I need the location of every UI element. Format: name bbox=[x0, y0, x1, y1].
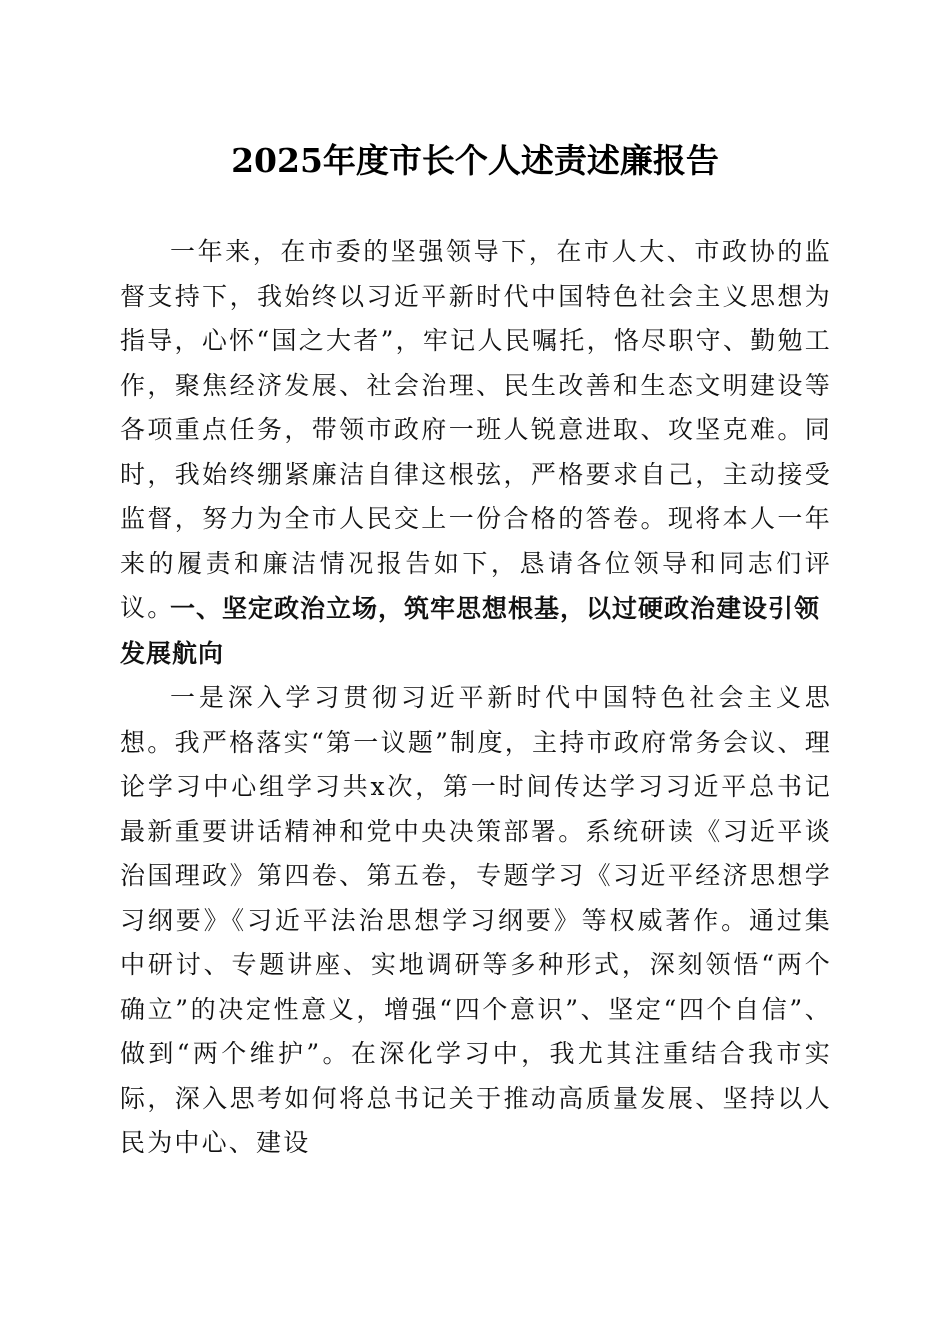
section-paragraph bbox=[120, 676, 832, 1166]
document-title: 2025年度市长个人述责述廉报告 bbox=[231, 141, 719, 180]
intro-paragraph: 一年来，在市委的坚强领导下，在市人大、市政协的监督支持下，我始终以习近平新时代中国特色社会主义思想为指导，心怀“国之大者”，牢记人民嘱托，恪尽职守、勤勉工作，聚焦经济发展、社会治理、民生改善和生态文明建设等各项重点任务，带领市政府一班人锐意进取、攻坚克难。同时，我始终绷紧廉洁自律这根弦，严格要求自己，主动接受监督，努力为全市人民交上一份合格的答卷。现将本人一年来的履责和廉洁情况报告如下，恳请各位领导和同志们评议。 bbox=[120, 237, 832, 622]
section-body-text: 我严格落实“第一议题”制度，主持市政府常务会议、理论学习中心组学习共x次，第一时间传达学习习近平总书记最新重要讲话精神和党中央决策部署。系统研读《习近平谈治国理政》第四卷、第五卷，专题学习《习近平经济思想学习纲要》《习近平法治思想学习纲要》等权威著作。通过集中研讨、专题讲座、实地调研等多种形式，深刻领悟“两个确立”的决定性意义，增强“四个意识”、坚定“四个自信”、做到“两个维护”。在深化学习中，我尤其注重结合我市实际，深入思考如何将总书记关于推动高质量发展、坚持以人民为中心、建设 bbox=[120, 727, 832, 1157]
section-heading: 一、坚定政治立场，筑牢思想根基，以过硬政治建设引领发展航向 bbox=[120, 594, 821, 668]
section-lead-sentence: 一是深入学习贯彻习近平新时代中国特色社会主义思想。 bbox=[120, 683, 832, 757]
